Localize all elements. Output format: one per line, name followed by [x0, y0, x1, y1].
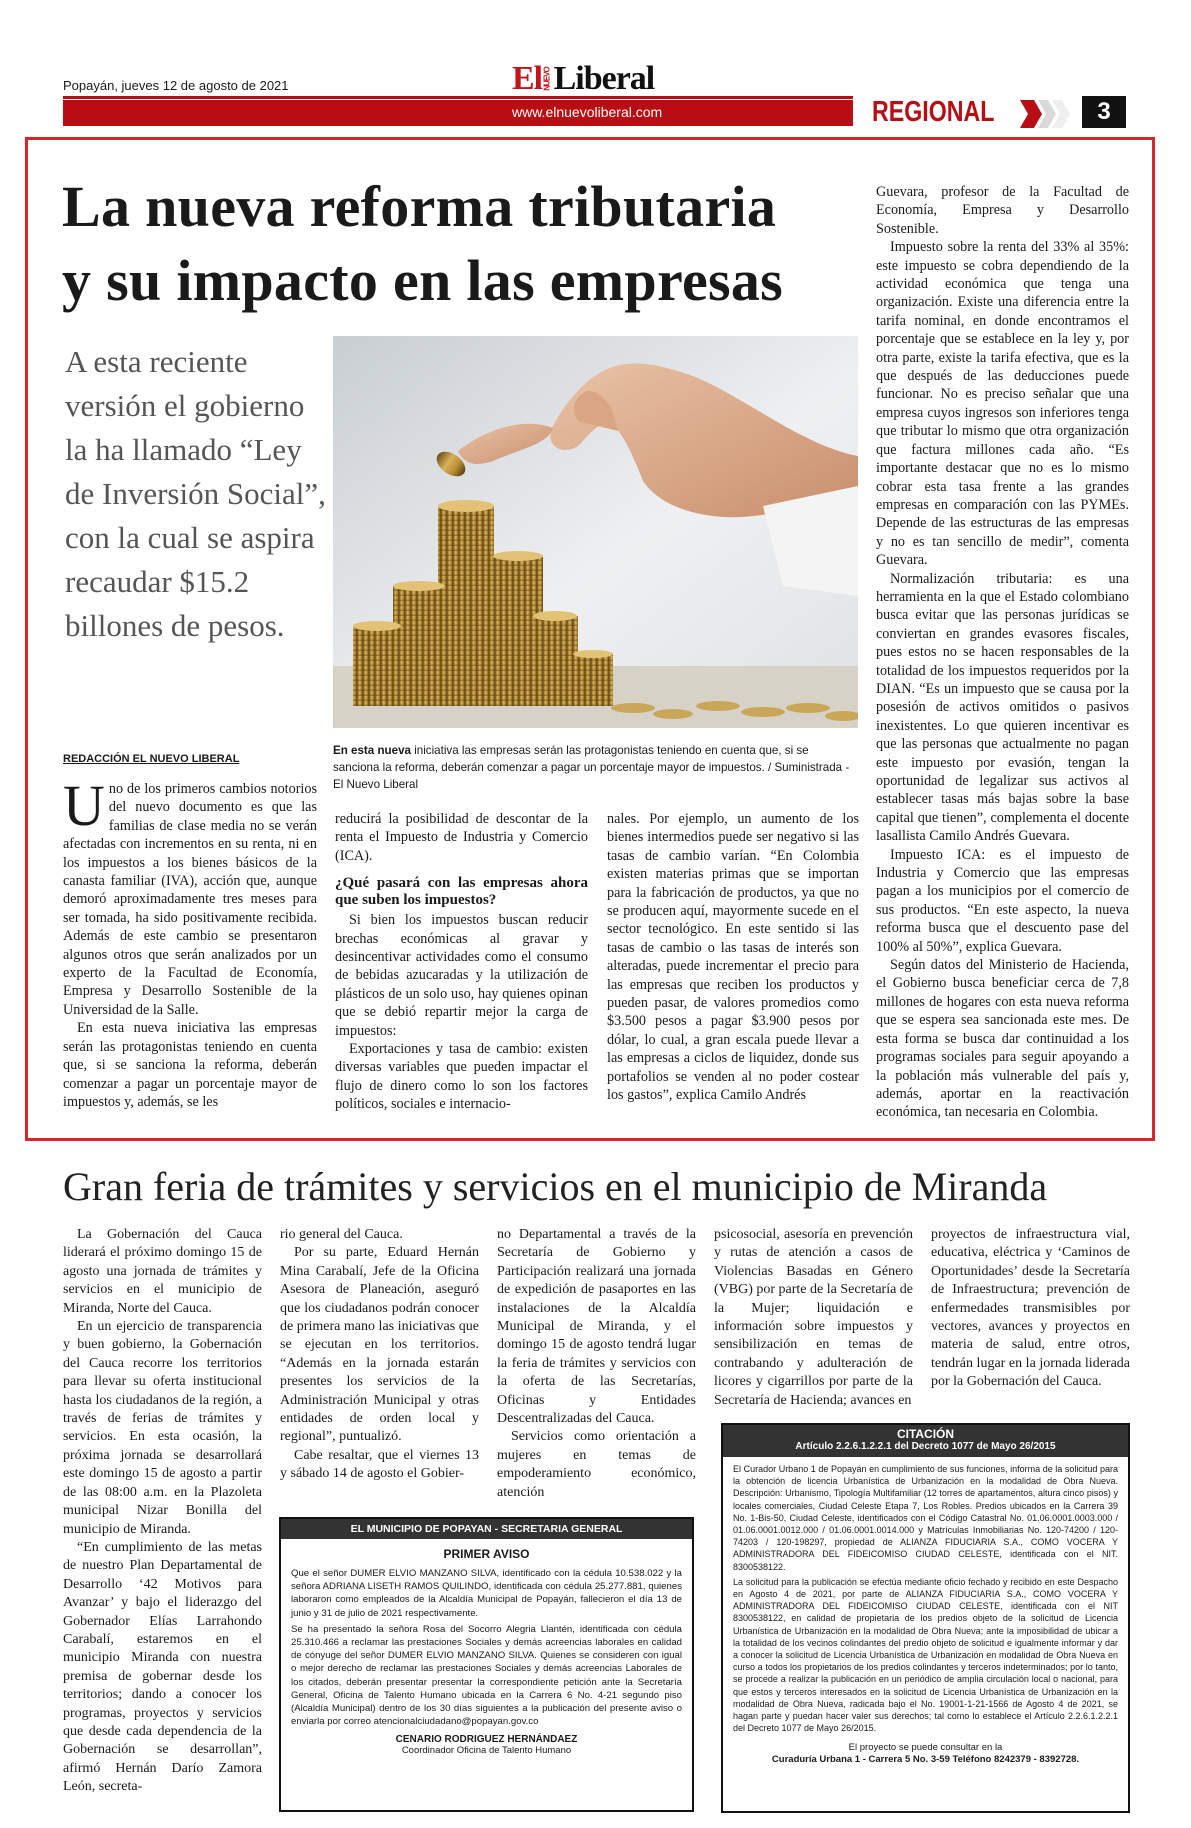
aviso-header: EL MUNICIPIO DE POPAYAN - SECRETARIA GENERAL [281, 1519, 692, 1539]
citacion-header: CITACIÓN Artículo 2.2.6.1.2.2.1 del Decreto 1077 de Mayo 26/2015 [723, 1425, 1128, 1457]
aviso-title: PRIMER AVISO [443, 1547, 530, 1561]
citacion-body: El Curador Urbano 1 de Popayán en cumplimiento de sus funciones, informa de la solicitud para la obtención de licencia Urbanística de Urbanización en la modalidad de Obra Nueva. Descripción: Urbanismo, Tipología Multifamiliar (12 torres de apartamentos, altura cinco pisos) y locales comerciales, Ciudad Celeste Etapa 7, Los Robles. Predios ubicados en la Carrera 39 No. 1-Bis-50, Ciudad Celeste, identificados con el Código Catastral No. 01.06.0001.0003.000 / 01.06.0001.0012.000 / 01.06.0001.0014.000 y Matrículas Inmobiliarias No. 120-74200 / 120-74203 / 120-198297, propiedad de ALIANZA FIDUCIARIA S.A., COMO VOCERA Y ADMINISTRADORA DEL FIDEICOMISO CIUDAD CELESTE, identificada con el NIT. 8300538122. La solicitud para la publicación se efectúa mediante oficio fechado y recibido en este Despacho en Agosto 4 de 2021, por parte de ALIANZA FIDUCIARIA S.A., COMO VOCERA Y ADMINISTRADORA DEL FIDEICOMISO CIUDAD CELESTE, identificada con el NIT 8300538122, en calidad de propietaria de los predios objeto de la solicitud de Licencia Urbanística de Urbanización en la modalidad de Obra Nueva; ante la imposibilidad de ubicar a la totalidad de los vecinos colindantes del predio objeto de solicitud e igualmente informar y dar a conocer la solicitud de Licencia Urbanística de Urbanización en modalidad de Obra Nueva en curso a todos los propietarios de los predios colindantes y terceros indeterminados; por lo tanto, se procede a realizar la publicación en un periódico de amplia circulación local o nacional, para que estos y terceros interesados en la solicitud de Licencia Urbanística de Urbanización en la modalidad de Obra Nueva, radicada bajo el No. 19001-1-21-1566 de Agosto 4 de 2021, se hagan parte y puedan hacer valer sus derechos; tal como lo establece el Artículo 2.2.6.1.2.2.1 del Decreto 1077 de Mayo 26/2015. [733, 1464, 1118, 1734]
page-number: 3 [1082, 96, 1126, 128]
story-column-3: nales. Por ejemplo, un aumento de los bienes intermedios puede ser negativo si las tasas de cambio varían. “En Colombia existen materias primas que se importan para la fabricación de productos, ya que no se producen aquí, mayormente sucede en el sector tecnológico. En este sentido si las tasas de cambio o las tasas de interés son alteradas, puede incrementar el precio para las empresas que reciben los productos y pueden pasar, de valores promedios como $3.500 pesos a pagar $3.900 pesos por dólar, lo cual, a gran escala puede llevar a las empresas a ciclos de liquidez, donde sus portafolios se venden al no poder costear los gastos”, explica Camilo Andrés [607, 811, 859, 1104]
newspaper-logo[interactable]: ElNUEVOLiberal [512, 60, 655, 97]
second-headline: Gran feria de trámites y servicios en el municipio de Miranda [63, 1164, 1048, 1209]
story-subheading: ¿Qué pasará con las empresas ahora que suben los impuestos? [335, 875, 588, 909]
citacion-footer: El proyecto se puede consultar en la Curaduría Urbana 1 - Carrera 5 No. 3-59 Teléfono 8242379 - 8392728. [771, 1742, 1080, 1766]
coins-hand-photo [333, 336, 858, 728]
website-url[interactable]: www.elnuevoliberal.com [512, 104, 663, 120]
story-column-2: reducirá la posibilidad de descontar de la renta el Impuesto de Industria y Comercio (ICA). ¿Qué pasará con las empresas ahora que suben los impuestos? Si bien los impuestos buscan reducir brechas económicas al gravar y desincentivar actividades como el consumo de bebidas azucaradas y la utilización de plásticos de un solo uso, hay quienes opinan que se debió repartir mejor la carga de impuestos: Exportaciones y tasa de cambio: existen diversas variables que pueden impactar el flujo de dinero como lo son los factores políticos, sociales e internacio- [335, 811, 588, 1113]
drop-cap: U [63, 773, 105, 838]
header-bar [63, 100, 853, 126]
main-headline: La nueva reforma tributaria y su impacto en las empresas [62, 174, 784, 313]
header-rule [63, 96, 853, 99]
story-column-1: Uno de los primeros cambios notorios del nuevo documento es que las familias de clase media no se verán afectadas con incrementos en su renta, ni en los impuestos a los bienes básicos de la canasta familiar (IVA), acción que, aunque demoró aproximadamente tres meses para ser tomada, ha sido positivamente recibida. Además de este cambio se presentaron algunos otros que serán analizados por un experto de la Facultad de Economía, Empresa y Desarrollo Sostenible de la Universidad de la Salle. En esta nueva iniciativa las empresas serán las protagonistas teniendo en cuenta que, si se sanciona la reforma, deberán comenzar a pagar un porcentaje mayor de impuestos y, además, se les [63, 773, 317, 1110]
byline: REDACCIÓN EL NUEVO LIBERAL [63, 753, 240, 765]
story2-column-2: rio general del Cauca. Por su parte, Eduard Hernán Mina Carabalí, Jefe de la Oficina Asesora de Planeación, aseguró que los ciudadanos podrán conocer de primera mano las iniciativas que se ejecutan en los territorios. “Además en la jornada estarán presentes los servicios de la Administración Municipal y otras entidades de orden local y regional”, puntualizó. Cabe resaltar, que el viernes 13 y sábado 14 de agosto el Gobier- [280, 1227, 479, 1482]
story2-column-1: La Gobernación del Cauca liderará el próximo domingo 15 de agosto una jornada de trámites y servicios en el municipio de Miranda, Norte del Cauca. En un ejercicio de transparencia y buen gobierno, la Gobernación del Cauca recorre los territorios para llevar su oferta institucional hasta los ciudadanos de la región, a través de ferias de trámites y servicios. En esta ocasión, la próxima jornada se desarrollará este domingo 15 de agosto a partir de las 08:00 a.m. en la Plazoleta municipal Nizar Bonilla del municipio de Miranda. “En cumplimiento de las metas de nuestro Plan Departamental de Desarrollo ‘42 Motivos para Avanzar’ y bajo el liderazgo del Gobernador Elías Larrahondo Carabalí, estaremos en el municipio Miranda con nuestra premisa de gobernar desde los territorios; dando a conocer los programas, proyectos y servicios que desde cada dependencia de la Gobernación se desarrollan”, afirmó Hernán Darío Zamora León, secreta- [63, 1227, 262, 1795]
legal-notice-aviso [279, 1517, 694, 1812]
aviso-signature: CENARIO RODRIGUEZ HERNÁNDAEZ [395, 1734, 578, 1746]
aviso-body: Que el señor DUMER ELVIO MANZANO SILVA, identificado con la cédula 10.538.022 y la señora ADRIANA LISETH RAMOS QUILINDO, identificada con cédula 25.277.881, quienes laboraron como empleados de la Alcaldía Municipal de Popayán, fallecieron el día 13 de junio y 31 de julio de 2021 respectivamente. Se ha presentado la señora Rosa del Socorro Alegria Llantén, identificada con cédula 25.310.466 a reclamar las prestaciones Sociales y demás acreencias laborales en calidad de cónyuge del señor DUMER ELVIO MANZANO SILVA. Quienes se consideren con igual o mejor derecho de reclamar las prestaciones Sociales y demás acreencias Laborales de los citados, deberán presentar presentar la correspondiente petición ante la Secretaría General, Oficina de Talento Humano ubicada en la Carrera 6 No. 4-21 segundo piso (Alcaldía Municipal) dentro de los 30 días siguientes a la publicación del presente aviso o enviarla por correo atencionalciudadano@popayan.gov.co [291, 1568, 682, 1728]
issue-date: Popayán, jueves 12 de agosto de 2021 [63, 78, 289, 93]
aviso-role: Coordinador Oficina de Talento Humano [401, 1745, 572, 1757]
section-chevron-icon [1020, 100, 1090, 128]
legal-notice-citacion [721, 1423, 1130, 1813]
photo-caption: En esta nueva iniciativa las empresas serán las protagonistas teniendo en cuenta que, si se sanciona la reforma, deberán comenzar a pagar un porcentaje mayor de impuestos. / Suministrada - El Nuevo Liberal [333, 744, 850, 791]
story-deck: A esta reciente versión el gobierno la ha llamado “Ley de Inversión Social”, con la cual se aspira recaudar $15.2 billones de pesos. [65, 344, 326, 643]
story2-column-3: no Departamental a través de la Secretaría de Gobierno y Participación realizará una jornada de expedición de pasaportes en las instalaciones de la Alcaldía Municipal de Miranda, y el domingo 15 de agosto tendrá lugar la feria de trámites y servicios con la oferta de las Secretarías, Oficinas y Entidades Descentralizadas del Cauca. Servicios como orientación a mujeres en temas de empoderamiento económico, atención [497, 1227, 696, 1500]
section-label: REGIONAL [872, 96, 995, 128]
story2-column-4: psicosocial, asesoría en prevención y rutas de atención a casos de Violencias Basadas en Género (VBG) por parte de la Secretaría de la Mujer; liquidación e información sobre impuestos y sensibilización en temas de contrabando y adulteración de licores y cigarrillos por parte de la Secretaría de Hacienda; avances en [714, 1227, 914, 1408]
story2-column-5: proyectos de infraestructura vial, educativa, eléctrica y ‘Caminos de Oportunidades’ desde la Secretaría de Infraestructura; prevención de enfermedades transmisibles por vectores, avances y proyectos en materia de salud, entre otros, tendrán lugar en la jornada liderada por la Gobernación del Cauca. [931, 1227, 1130, 1390]
story-column-4: Guevara, profesor de la Facultad de Economía, Empresa y Desarrollo Sostenible. Impuesto sobre la renta del 33% al 35%: este impuesto se cobra dependiendo de la actividad económica que tenga una organización. Existe una diferencia entre la tarifa nominal, en donde encontramos el porcentaje que se establece en la ley y, por otra parte, existe la tarifa efectiva, que es la que después de las deducciones puede funcionar. No es preciso señalar que una empresa cuyos ingresos son inferiores tenga que tributar lo mismo que otra organización que factura millones cada año. “Es importante destacar que no es lo mismo cobrar esta tasa frente a las grandes empresas en comparación con las PYMEs. Depende de las estructuras de las empresas y no es tan sencillo de medir”, comenta Guevara. Normalización tributaria: es una herramienta en la que el Estado colombiano busca evitar que las personas jurídicas se conviertan en grandes evasores fiscales, pues estos no se hacen responsables de la totalidad de los impuestos requeridos por la DIAN. “Es un impuesto que se causa por la posesión de activos omitidos o pasivos inexistentes. Lo que quieren incentivar es que las personas que actualmente no pagan este impuesto por evasión, tengan la oportunidad de legalizar sus activos al establecer tasas más bajas sobre la base capital que tienen”, complementa el docente lasallista Camilo Andrés Guevara. Impuesto ICA: es el impuesto de Industria y Comercio que las empresas pagan a los municipios por el comercio de sus productos. “En este aspecto, la nueva reforma busca que el descuento pase del 100% al 50%”, explica Guevara. Según datos del Ministerio de Hacienda, el Gobierno busca beneficiar cerca de 7,8 millones de hogares con esta nueva reforma que se espera sea sancionada este mes. De esta forma se busca dar continuidad a los programas sociales para seguir apoyando a la población más vulnerable del país y, además, aportar en la reactivación económica, tan necesaria en Colombia. [876, 184, 1129, 1121]
